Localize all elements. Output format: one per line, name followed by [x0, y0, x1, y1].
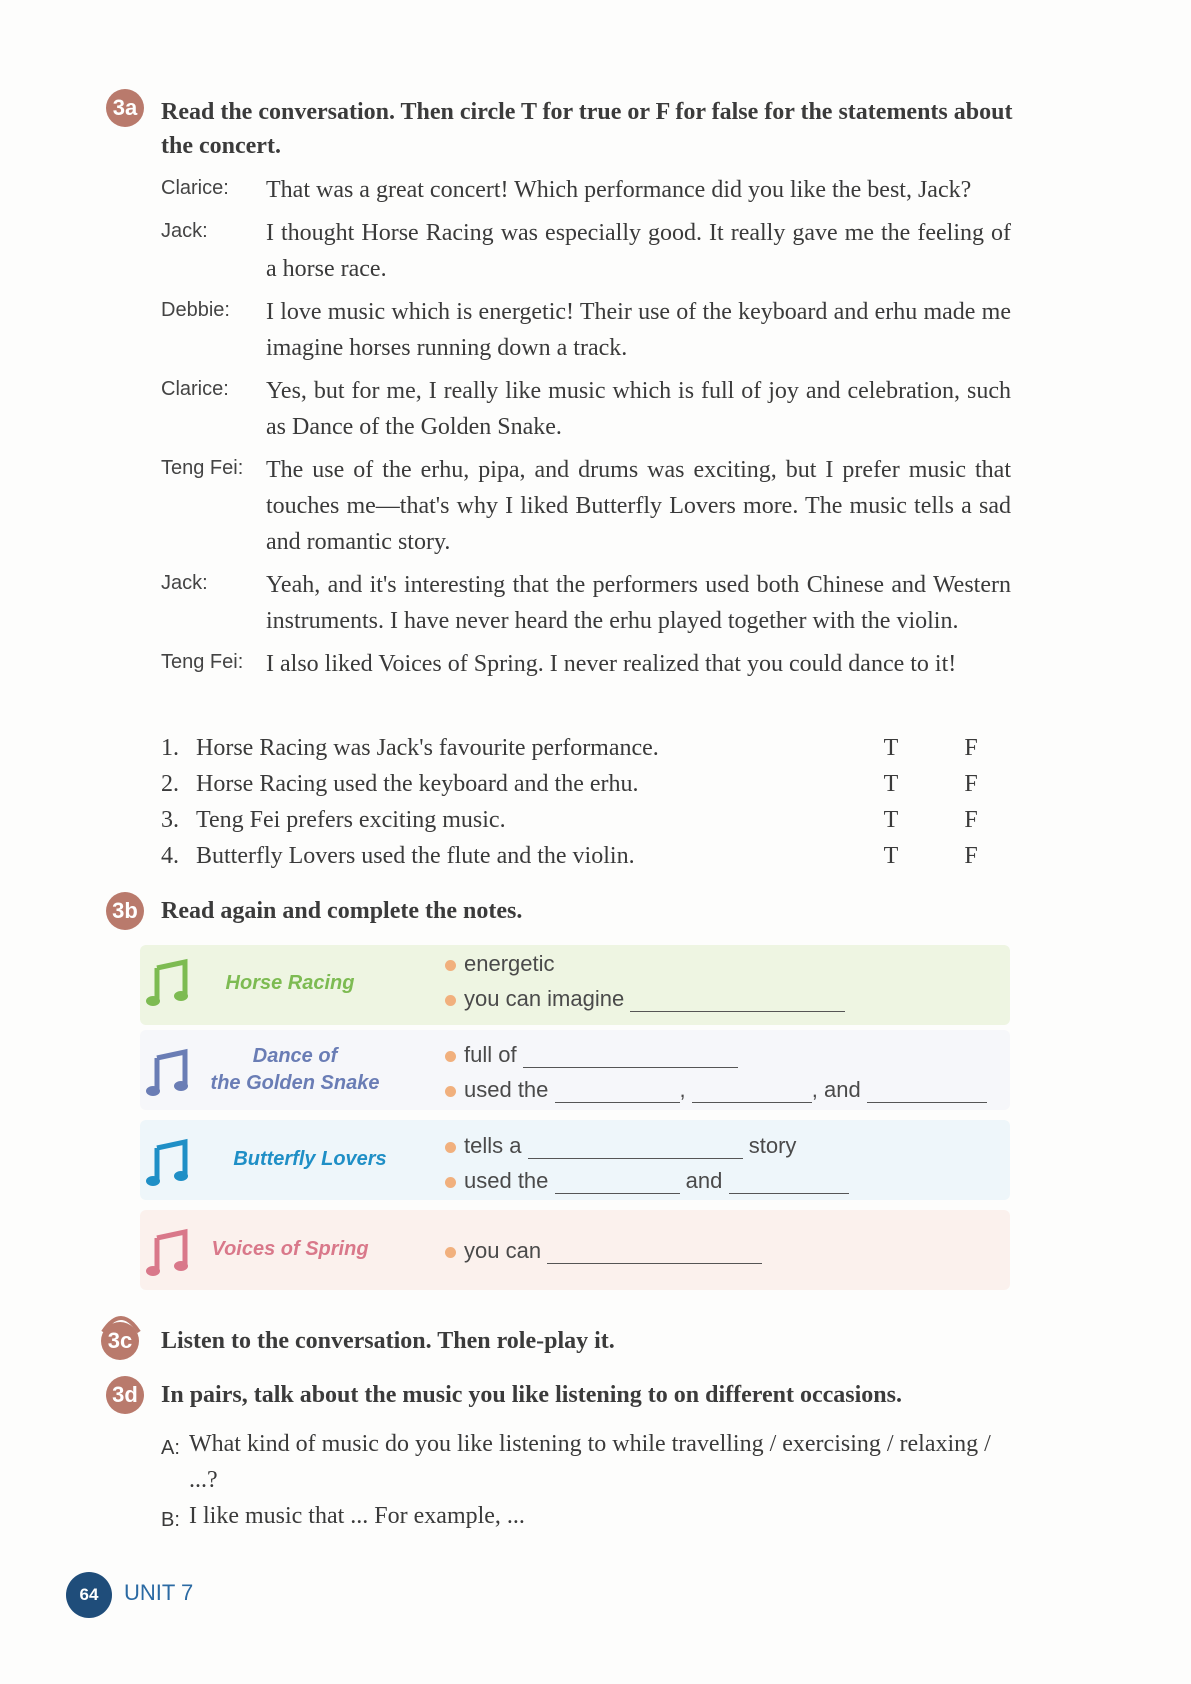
statement-row: [161, 802, 1011, 838]
true-option[interactable]: T: [883, 734, 899, 761]
note-line: [445, 1042, 738, 1068]
piece-title: Dance of: [252, 1045, 338, 1067]
statement-text: Horse Racing used the keyboard and the erhu.: [196, 770, 639, 797]
section-3b-instruction: Read again and complete the notes.: [161, 898, 523, 924]
false-option[interactable]: F: [964, 806, 978, 833]
statement-text: Teng Fei prefers exciting music.: [196, 806, 506, 833]
dialog-line: [161, 646, 1011, 682]
answer-blank[interactable]: [547, 1241, 762, 1264]
statement-number: 3.: [161, 806, 179, 833]
false-option[interactable]: F: [964, 770, 978, 797]
page-number: 64: [66, 1572, 112, 1618]
note-line: [445, 1238, 762, 1264]
true-option[interactable]: T: [883, 806, 899, 833]
answer-blank[interactable]: [555, 1171, 680, 1194]
note-text: ,: [679, 1077, 686, 1102]
dialog-line: [161, 567, 1011, 639]
dialog-line: [161, 452, 1011, 560]
piece-title: Butterfly Lovers: [233, 1148, 387, 1170]
piece-title: Voices of Spring: [211, 1238, 369, 1260]
bullet-icon: [445, 1051, 456, 1062]
note-text: story: [748, 1133, 797, 1158]
bullet-icon: [445, 1142, 456, 1153]
speaker-label: B:: [161, 1509, 180, 1531]
speaker-name: Clarice:: [161, 378, 229, 400]
note-text: full of: [464, 1042, 517, 1067]
dialog-line: [161, 215, 1011, 287]
note-text: used the: [464, 1077, 549, 1102]
conversation: [161, 172, 1011, 689]
answer-blank[interactable]: [528, 1136, 743, 1159]
statement-row: [161, 730, 1011, 766]
headphones-icon: [99, 1310, 143, 1334]
note-text: tells a: [464, 1133, 522, 1158]
note-line: [445, 1077, 987, 1103]
speaker-name: Teng Fei:: [161, 457, 244, 479]
answer-blank[interactable]: [729, 1171, 849, 1194]
note-line: [445, 1133, 796, 1159]
section-badge-3a: 3a: [106, 89, 144, 127]
section-3a-instruction: Read the conversation. Then circle T for true or F for false for the statements about the concert.: [161, 99, 1013, 159]
note-text: you can: [464, 1238, 542, 1263]
note-line: [445, 1168, 849, 1194]
answer-blank[interactable]: [523, 1045, 738, 1068]
statement-text: Horse Racing was Jack's favourite performance.: [196, 734, 659, 761]
music-note-icon: [145, 1228, 191, 1278]
note-line: [445, 986, 845, 1012]
answer-blank[interactable]: [630, 989, 845, 1012]
statement-number: 1.: [161, 734, 179, 761]
speaker-name: Teng Fei:: [161, 651, 244, 673]
dialog-line: [161, 294, 1011, 366]
bullet-icon: [445, 1086, 456, 1097]
example-a: [161, 1426, 1011, 1498]
dialog-line: [161, 373, 1011, 445]
piece-title: Horse Racing: [225, 972, 355, 994]
example-text: What kind of music do you like listening to while travelling / exercising / relaxing / ...?: [189, 1431, 991, 1493]
section-badge-3c: 3c: [101, 1322, 139, 1360]
music-note-icon: [145, 958, 191, 1008]
bullet-icon: [445, 1247, 456, 1258]
section-badge-3b: 3b: [106, 892, 144, 930]
dialog-text: The use of the erhu, pipa, and drums was exciting, but I prefer music that touches me—that's why I liked Butterfly Lovers more. The music tells a sad and romantic story.: [266, 457, 1011, 555]
bullet-icon: [445, 995, 456, 1006]
answer-blank[interactable]: [555, 1080, 680, 1103]
note-text: , and: [811, 1077, 861, 1102]
section-3c-instruction: Listen to the conversation. Then role-play it.: [161, 1328, 615, 1354]
dialog-text: I thought Horse Racing was especially good. It really gave me the feeling of a horse race.: [266, 220, 1011, 282]
statement-row: [161, 766, 1011, 802]
statement-number: 4.: [161, 842, 179, 869]
dialog-text: Yes, but for me, I really like music which is full of joy and celebration, such as Dance of the Golden Snake.: [266, 378, 1011, 440]
statement-text: Butterfly Lovers used the flute and the violin.: [196, 842, 635, 869]
false-option[interactable]: F: [964, 734, 978, 761]
dialog-text: That was a great concert! Which performance did you like the best, Jack?: [266, 177, 972, 203]
dialog-text: I love music which is energetic! Their use of the keyboard and erhu made me imagine horses running down a track.: [266, 299, 1011, 361]
note-text: used the: [464, 1168, 549, 1193]
statement-row: [161, 838, 1011, 874]
statement-list: [161, 730, 1011, 874]
speaker-name: Debbie:: [161, 299, 230, 321]
answer-blank[interactable]: [867, 1080, 987, 1103]
speaker-name: Clarice:: [161, 177, 229, 199]
note-text: energetic: [464, 951, 555, 976]
bullet-icon: [445, 960, 456, 971]
answer-blank[interactable]: [692, 1080, 812, 1103]
bullet-icon: [445, 1177, 456, 1188]
dialog-text: Yeah, and it's interesting that the performers used both Chinese and Western instruments. I have never heard the erhu played together with the violin.: [266, 572, 1011, 634]
true-option[interactable]: T: [883, 842, 899, 869]
true-option[interactable]: T: [883, 770, 899, 797]
note-line: [445, 951, 555, 977]
music-note-icon: [145, 1048, 191, 1098]
false-option[interactable]: F: [964, 842, 978, 869]
speaker-name: Jack:: [161, 572, 208, 594]
statement-number: 2.: [161, 770, 179, 797]
piece-title: the Golden Snake: [210, 1072, 380, 1094]
section-3d-instruction: In pairs, talk about the music you like listening to on different occasions.: [161, 1382, 902, 1408]
note-text: and: [685, 1168, 723, 1193]
music-note-icon: [145, 1138, 191, 1188]
section-badge-3d: 3d: [106, 1376, 144, 1414]
dialog-line: [161, 172, 1011, 208]
example-text: I like music that ... For example, ...: [189, 1503, 525, 1529]
dialog-text: I also liked Voices of Spring. I never realized that you could dance to it!: [266, 651, 957, 677]
speaker-name: Jack:: [161, 220, 208, 242]
speaker-label: A:: [161, 1437, 180, 1459]
note-text: you can imagine: [464, 986, 625, 1011]
example-b: [161, 1498, 1011, 1538]
unit-label: UNIT 7: [124, 1580, 194, 1605]
